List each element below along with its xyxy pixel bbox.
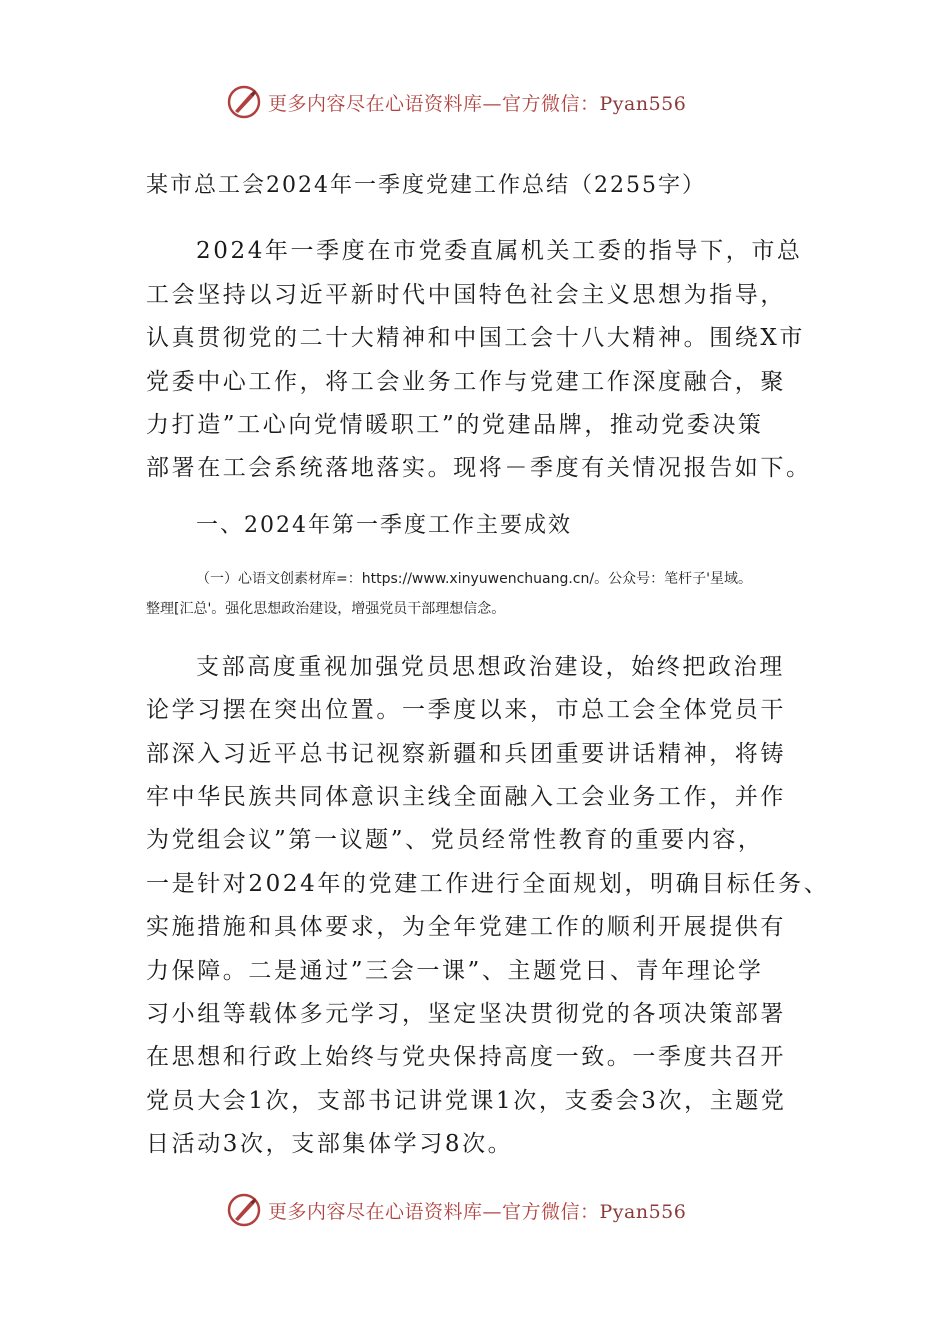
intro-line: 部署在工会系统落地落实。现将－季度有关情况报告如下。 — [146, 455, 812, 481]
body-line: 党员大会1次，支部书记讲党课1次，支委会3次，主题党 — [146, 1088, 787, 1114]
body-line: 习小组等载体多元学习，坚定坚决贯彻党的各项决策部署 — [146, 1001, 786, 1027]
body-line: 日活动3次，支部集体学习8次。 — [146, 1131, 514, 1157]
wechat-id: Pyan556 — [599, 92, 687, 115]
header-banner — [226, 82, 746, 122]
body-line: 在思想和行政上始终与党央保持高度一致。一季度共召开 — [146, 1044, 786, 1070]
body-line: 实施措施和具体要求，为全年党建工作的顺利开展提供有 — [146, 914, 786, 940]
footer-banner — [226, 1190, 746, 1230]
sub-line: （一）心语文创素材库=：https://www.xinyuwenchuang.cn/。公众号：笔杆子'星域。 — [196, 571, 752, 587]
intro-line: 力打造”工心向党情暖职工”的党建品牌，推动党委决策 — [146, 412, 764, 438]
intro-line: 认真贯彻党的二十大精神和中国工会十八大精神。围绕X市 — [146, 325, 805, 351]
quill-logo-icon — [226, 84, 262, 120]
body-line: 一是针对2024年的党建工作进行全面规划，明确目标任务、 — [146, 871, 830, 897]
body-line: 部深入习近平总书记视察新疆和兵团重要讲话精神，将铸 — [146, 741, 786, 767]
body-line: 支部高度重视加强党员思想政治建设，始终把政治理 — [196, 654, 785, 680]
section-heading: 一、2024年第一季度工作主要成效 — [196, 513, 572, 538]
body-line: 论学习摆在突出位置。一季度以来，市总工会全体党员干 — [146, 697, 786, 723]
quill-logo-icon — [226, 1192, 262, 1228]
body-line: 力保障。二是通过”三会一课”、主题党日、青年理论学 — [146, 958, 764, 984]
sub-line: 整理[汇总'。强化思想政治建设，增强党员干部理想信念。 — [146, 601, 506, 617]
banner-text: 更多内容尽在心语资料库—官方微信：Pyan556 — [268, 92, 687, 115]
banner-text: 更多内容尽在心语资料库—官方微信：Pyan556 — [268, 1200, 687, 1223]
body-line: 牢中华民族共同体意识主线全面融入工会业务工作，并作 — [146, 784, 786, 810]
intro-line: 2024年一季度在市党委直属机关工委的指导下，市总 — [196, 238, 803, 264]
document-title: 某市总工会2024年一季度党建工作总结（2255字） — [146, 173, 706, 198]
intro-line: 党委中心工作，将工会业务工作与党建工作深度融合，聚 — [146, 369, 786, 395]
intro-line: 工会坚持以习近平新时代中国特色社会主义思想为指导， — [146, 282, 786, 308]
body-line: 为党组会议”第一议题”、党员经常性教育的重要内容， — [146, 827, 764, 853]
wechat-id: Pyan556 — [599, 1200, 687, 1223]
